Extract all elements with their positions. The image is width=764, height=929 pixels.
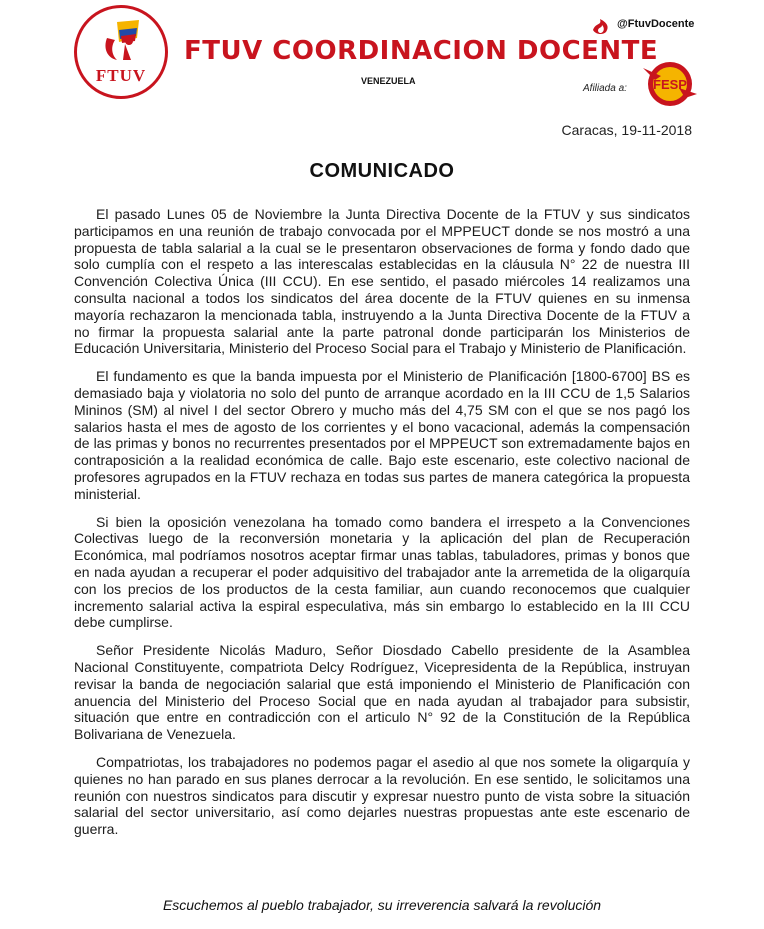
paragraph: El fundamento es que la banda impuesta por el Ministerio de Planificación [1800-6700] BS es demasiado baja y violatoria no solo del punto de arranque acordado en la III CCU de 1,5 Salarios Mininos (SM) al nivel I del sector Obrero y mucho más del 4,75 SM con el que se nos pagó los salarios hasta el mes de agosto de los corrientes y el bono vacacional, además la compensación de las primas y bonos no recurrentes presentados por el MPPEUCT son extremadamente bajos en contraposición a la realidad económica de calle. Bajo este escenario, este colectivo nacional de profesores agrupados en la FTUV rechaza en todas sus partes de manera categórica la propuesta ministerial. bbox=[74, 368, 690, 502]
paragraph: El pasado Lunes 05 de Noviembre la Junta Directiva Docente de la FTUV y sus sindicatos participamos en una reunión de trabajo convocada por el MPPEUCT donde se nos mostró a una propuesta de tabla salarial a la cual se le presentaron observaciones de forma y fondo dado que solo cumplía con el respeto a las interescalas establecidas en la cláusula N° 22 de nuestra III Convención Colectiva Única (III CCU). En ese sentido, el pasado miércoles 14 realizamos una consulta nacional a todos los sindicatos del área docente de la FTUV quienes en su inmensa mayoría rechazaron la mencionada tabla, instruyendo a la Junta Directiva Docente de la FTUV a no firmar la propuesta salarial ante la parte patronal donde participarán los Ministerios de Educación Universitaria, Ministerio del Proceso Social para el Trabajo y Ministerio de Planificación. bbox=[74, 206, 690, 357]
ftuv-logo bbox=[74, 5, 168, 99]
fesp-logo-text: FESP bbox=[653, 77, 687, 92]
document-heading: COMUNICADO bbox=[309, 160, 455, 182]
letterhead bbox=[0, 0, 764, 112]
logo-wordmark: FTUV bbox=[95, 66, 147, 85]
page-title: FTUV COORDINACION DOCENTE bbox=[184, 36, 659, 66]
fesp-logo-icon bbox=[637, 58, 703, 108]
document-body bbox=[74, 206, 690, 849]
flame-icon bbox=[590, 16, 612, 36]
paragraph: Si bien la oposición venezolana ha tomado como bandera el irrespeto a la Convenciones Colectivas luego de la reconversión monetaria y la aplicación del plan de Recuperación Económica, mal podríamos nosotros aceptar firmar unas tablas, tabuladores, primas y bonos que en nada ayudan a recuperar el poder adquisitivo del trabajador ante la arremetida de la oligarquía con los precios de los productos de la cesta familiar, aun cuando reconocemos que cualquier incremento salarial activa la espiral especulativa, más sin embargo lo establecido en la III CCU debe cumplirse. bbox=[74, 513, 690, 631]
affiliation-label: Afiliada a: bbox=[583, 83, 627, 94]
country-subtitle: VENEZUELA bbox=[361, 76, 416, 86]
closing-slogan: Escuchemos al pueblo trabajador, su irreverencia salvará la revolución bbox=[162, 897, 602, 913]
paragraph: Señor Presidente Nicolás Maduro, Señor Diosdado Cabello presidente de la Asamblea Nacional Constituyente, compatriota Delcy Rodríguez, Vicepresidenta de la República, instruyan revisar la banda de negociación salarial que está imponiendo el Ministerio de Planificación con anuencia del Ministerio del Proceso Social que en nada ayudan al trabajador para subsistir, situación que entre en contradicción con el articulo N° 92 de la Constitución de la República Bolivariana de Venezuela. bbox=[74, 642, 690, 743]
social-handle-text: @FtuvDocente bbox=[617, 18, 695, 30]
paragraph: Compatriotas, los trabajadores no podemos pagar el asedio al que nos somete la oligarquía y quienes no han parado en sus planes derrocar a la revolución. En ese sentido, le solicitamos una reunión con nuestros sindicatos para discutir y expresar nuestro punto de vista sobre la situación salarial del sector universitario, así como dejarles nuestras propuestas ante este escenario de guerra. bbox=[74, 753, 690, 838]
document-date: Caracas, 19-11-2018 bbox=[561, 122, 692, 138]
